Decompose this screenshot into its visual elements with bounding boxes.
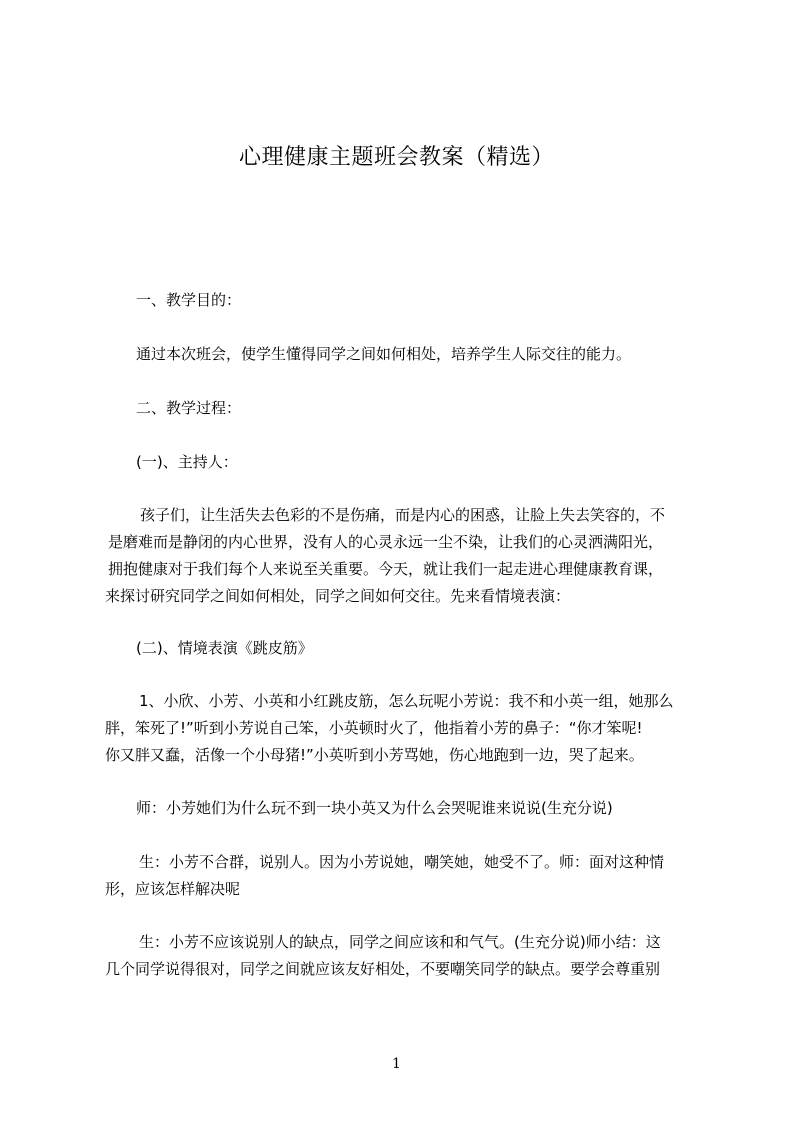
paragraph-line: 师：小芳她们为什么玩不到一块小英又为什么会哭呢谁来说说(生充分说) [136, 799, 613, 817]
paragraph-line: 生：小芳不应该说别人的缺点，同学之间应该和和气气。(生充分说)师小结：这 [139, 933, 661, 951]
page-number: 1 [392, 1056, 401, 1072]
paragraph-line: 来探讨研究同学之间如何相处，同学之间如何交往。先来看情境表演： [105, 587, 571, 605]
section-heading-process: 二、教学过程： [136, 399, 242, 417]
paragraph-line: 孩子们，让生活失去色彩的不是伤痛，而是内心的困惑，让脸上失去笑容的，不 [140, 506, 666, 524]
paragraph-line: 1、小欣、小芳、小英和小红跳皮筋，怎么玩呢小芳说：我不和小英一组，她那么 [139, 692, 674, 710]
section-heading-objective: 一、教学目的： [136, 291, 242, 309]
subsection-heading-host: (一)、主持人： [136, 453, 238, 471]
paragraph-line: 胖，笨死了!”听到小芳说自己笨，小英顿时火了，他指着小芳的鼻子：“你才笨呢! [105, 719, 643, 737]
paragraph-line: 形，应该怎样解决呢 [105, 880, 241, 898]
paragraph-line: 拥抱健康对于我们每个人来说至关重要。今天，就让我们一起走进心理健康教育课， [108, 560, 664, 578]
paragraph-line: 几个同学说得很对，同学之间就应该友好相处，不要嘲笑同学的缺点。要学会尊重别 [105, 960, 661, 978]
page-title: 心理健康主题班会教案（精选） [238, 145, 554, 170]
paragraph-line: 你又胖又蠢，活像一个小母猪!”小英听到小芳骂她，伤心地跑到一边，哭了起来。 [105, 746, 644, 764]
paragraph-line: 通过本次班会，使学生懂得同学之间如何相处，培养学生人际交往的能力。 [136, 345, 632, 363]
subsection-heading-roleplay: (二)、情境表演《跳皮筋》 [136, 639, 313, 657]
paragraph-line: 生：小芳不合群，说别人。因为小芳说她，嘲笑她，她受不了。师：面对这种情 [139, 853, 665, 871]
paragraph-line: 是磨难而是静闭的内心世界，没有人的心灵永远一尘不染，让我们的心灵洒满阳光， [108, 533, 664, 551]
